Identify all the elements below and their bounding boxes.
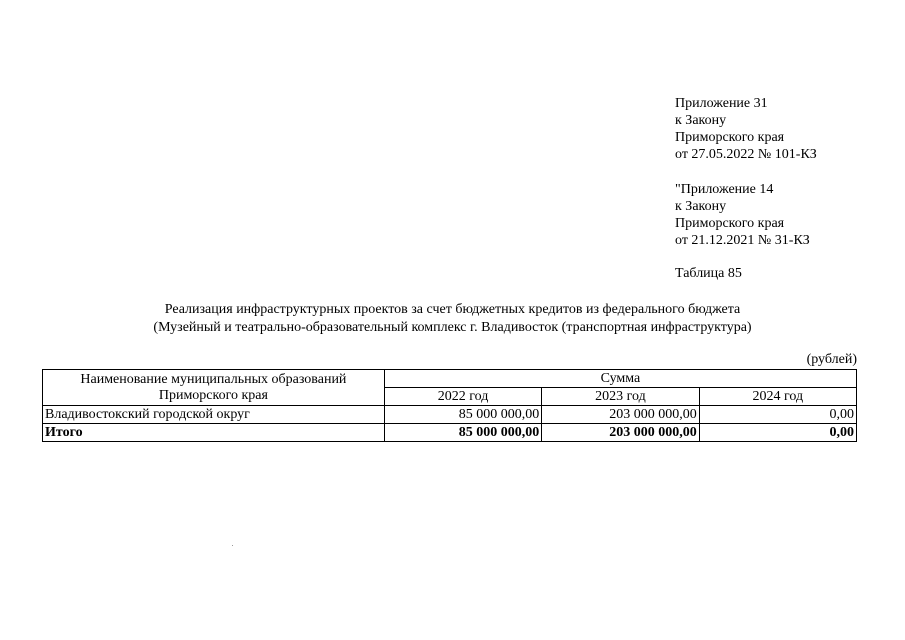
row-name: Владивостокский городской округ xyxy=(43,406,385,424)
row-value-2024: 0,00 xyxy=(699,406,856,424)
appendix-current-line1: Приложение 31 xyxy=(675,96,768,111)
scan-speck xyxy=(232,545,233,546)
total-value-2024: 0,00 xyxy=(699,424,856,442)
total-row xyxy=(43,424,857,442)
title-line2: (Музейный и театрально-образовательный комплекс г. Владивосток (транспортная инфраструктура) xyxy=(153,320,752,335)
total-label: Итого xyxy=(43,424,385,442)
total-value-2022: 85 000 000,00 xyxy=(384,424,541,442)
header-municipality-line1: Наименование муниципальных образований xyxy=(80,371,347,387)
header-year-2022: 2022 год xyxy=(384,388,541,406)
appendix-prior-line3: Приморского края xyxy=(675,216,785,231)
header-municipality xyxy=(43,370,385,406)
appendix-prior-line4: от 21.12.2021 № 31-КЗ xyxy=(675,233,810,248)
header-year-2024: 2024 год xyxy=(699,388,856,406)
header-year-2023: 2023 год xyxy=(542,388,699,406)
appendix-prior-line2: к Закону xyxy=(675,199,727,214)
header-sum: Сумма xyxy=(384,370,856,388)
table-header-row xyxy=(43,370,857,388)
appendix-current xyxy=(675,95,817,163)
table-row xyxy=(43,406,857,424)
header-municipality-line2: Приморского края xyxy=(158,387,268,403)
unit-label: (рублей) xyxy=(806,352,857,367)
appendix-prior xyxy=(675,181,810,249)
row-value-2023: 203 000 000,00 xyxy=(542,406,699,424)
appendix-current-line4: от 27.05.2022 № 101-КЗ xyxy=(675,147,817,162)
document-title xyxy=(0,301,905,337)
budget-table xyxy=(42,369,857,442)
appendix-current-line2: к Закону xyxy=(675,113,727,128)
title-line1: Реализация инфраструктурных проектов за счет бюджетных кредитов из федерального бюджета xyxy=(164,302,741,317)
total-value-2023: 203 000 000,00 xyxy=(542,424,699,442)
appendix-prior-line1: "Приложение 14 xyxy=(675,182,774,197)
appendix-current-line3: Приморского края xyxy=(675,130,785,145)
table-number: Таблица 85 xyxy=(675,266,742,281)
row-value-2022: 85 000 000,00 xyxy=(384,406,541,424)
